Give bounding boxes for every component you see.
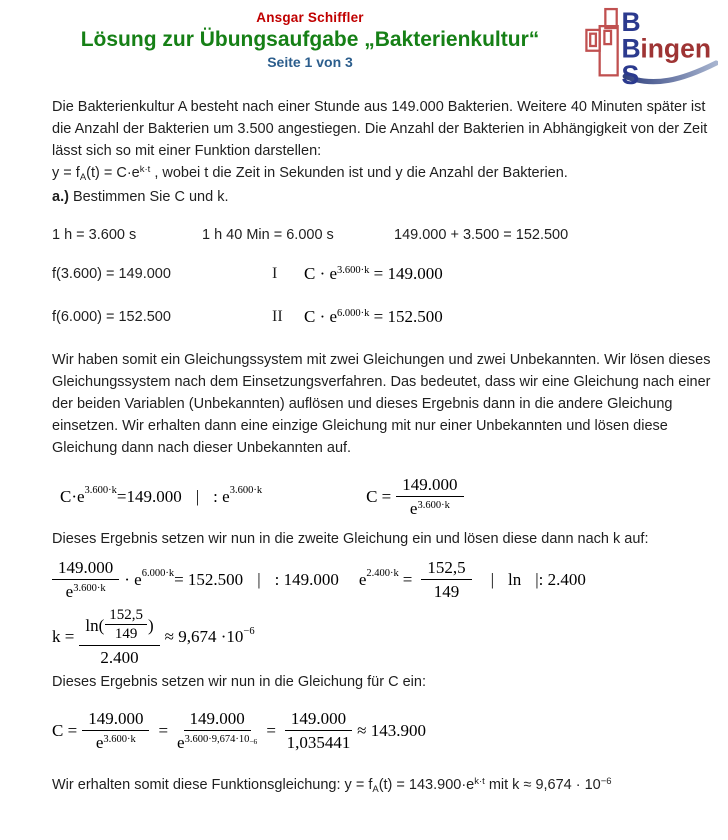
- multiplier: [124, 570, 174, 590]
- fraction-numerator: [79, 607, 159, 646]
- math-sup: 2.400·k: [366, 568, 399, 580]
- conclusion-line: [52, 774, 712, 798]
- math-sup: 6.000·k: [337, 308, 370, 319]
- divide-operation: |: 2.400: [535, 569, 586, 589]
- divider-bar: |: [195, 486, 200, 506]
- math-token: = 152.500: [174, 569, 244, 589]
- math-sup: 3.600·k: [337, 265, 370, 276]
- equation-2: [304, 307, 443, 327]
- intro-paragraph: Die Bakterienkultur A besteht nach einer Stunde aus 149.000 Bakterien. Weitere 40 Minuten später ist die Anzahl der Bakterien um 3.500 angestiegen. Die Anzahl der Bakterien in Abhängigkeit von der Zeit lässt sich so mit einer Funktion darstellen:: [52, 99, 708, 159]
- conversion-sum: 149.000 + 3.500 = 152.500: [394, 227, 569, 243]
- school-logo-icon: [576, 4, 718, 88]
- fraction-numerator: 149.000: [82, 709, 149, 731]
- transition-k-line: Dieses Ergebnis setzen wir nun in die zweite Gleichung ein und lösen diese dann nach k auf:: [52, 531, 649, 548]
- math-sup: 3.600·9,674·10: [184, 733, 250, 745]
- function-value-2: f(6.000) = 152.500: [52, 309, 171, 325]
- math-token: e: [95, 732, 104, 752]
- k-lhs: k =: [52, 627, 75, 647]
- divider-bar: |: [490, 569, 494, 589]
- ln-operator: ln: [508, 569, 522, 589]
- solve-k-step1: [52, 558, 712, 601]
- fraction-numerator: 152,5: [421, 558, 471, 580]
- math-token: e: [358, 569, 367, 589]
- fraction-numerator: 149.000: [396, 475, 463, 497]
- conversion-row: [52, 227, 712, 243]
- math-token: C·e: [60, 486, 85, 506]
- math-token: e: [409, 498, 418, 518]
- math-sub: A: [79, 172, 87, 183]
- math-token: = 152.500: [369, 307, 443, 326]
- building-icon: [586, 9, 617, 75]
- math-token: y = f: [52, 165, 80, 181]
- math-token: = 149.000: [369, 264, 443, 283]
- approx-result: [165, 627, 255, 647]
- math-token: C · e: [304, 307, 338, 326]
- conversion-hours: 1 h = 3.600 s: [52, 227, 137, 243]
- c-lhs: C =: [52, 720, 78, 740]
- equals-sign: =: [266, 720, 276, 740]
- math-token: · e: [124, 569, 142, 589]
- fraction-numerator: 149.000: [184, 709, 251, 731]
- math-token: (t) = C·e: [86, 165, 140, 181]
- equation-row-1: [52, 262, 712, 286]
- fraction-numerator: 149.000: [52, 558, 119, 580]
- fraction-denominator: 149: [433, 581, 460, 601]
- math-sup: k·t: [474, 776, 485, 788]
- equation-label-2: II: [272, 308, 283, 325]
- big-fraction: [79, 607, 159, 667]
- divider-bar: |: [257, 569, 261, 589]
- operation: : 149.000: [274, 569, 339, 589]
- math-token: , wobei t die Zeit in Sekunden ist und y die Anzahl der Bakterien.: [150, 165, 568, 181]
- math-token: e: [65, 581, 74, 601]
- math-token: Wir erhalten somit diese Funktionsgleichung: y = f: [52, 777, 373, 794]
- logo-letter-b-mid: B: [621, 33, 641, 64]
- solve-c-result: [52, 709, 712, 752]
- equation-1: [304, 264, 443, 284]
- math-sup: 3.600·k: [229, 485, 263, 497]
- math-sup: 3.600·k: [417, 499, 450, 511]
- math-token: ≈ 9,674 ·10: [164, 627, 244, 647]
- math-sup: 3.600·k: [84, 485, 117, 497]
- fraction-denominator: 2.400: [100, 647, 139, 667]
- approx-result: ≈ 143.900: [357, 720, 426, 740]
- function-definition-line: [52, 162, 712, 186]
- equals-sign: =: [402, 569, 413, 589]
- operation: [213, 487, 262, 507]
- math-token: : e: [213, 486, 230, 506]
- math-sup: 3.600·k: [103, 733, 136, 745]
- task-line: [52, 186, 712, 208]
- result-lhs: C =: [366, 486, 392, 506]
- math-token: ln(: [85, 615, 105, 635]
- equals-sign: =: [158, 720, 169, 740]
- logo-text-ingen: ingen: [640, 33, 712, 64]
- math-sup: k·t: [139, 164, 151, 175]
- author-name: Ansgar Schiffler: [256, 10, 364, 25]
- document-body: [52, 96, 712, 798]
- logo-letter-s: S: [621, 59, 640, 88]
- math-sup-sup: −6: [249, 736, 258, 746]
- fraction: [421, 558, 471, 601]
- math-sup: −6: [600, 776, 612, 788]
- lhs-expression: [60, 487, 182, 507]
- fraction-denominator: [177, 731, 257, 753]
- solve-c-step1: [60, 475, 712, 518]
- method-paragraph: Wir haben somit ein Gleichungssystem mit zwei Gleichungen und zwei Unbekannten. Wir lösen dieses Gleichungssystem nach dem Einsetzungsverfahren. Das bedeutet, dass wir eine Gleichung nach einer der beiden Variablen (Unbekannten) auflösen und dieses Ergebnis dann in die andere Gleichung einsetzen. Wir erhalten dann eine einzige Gleichung mit nur einer Unbekannten und lösen diese Gleichung dann nach dieser Unbekannten auf.: [52, 352, 711, 456]
- inner-fraction: [105, 607, 147, 644]
- bbs-bingen-logo: [576, 4, 718, 88]
- function-value-1: f(3.600) = 149.000: [52, 266, 171, 282]
- math-token: C · e: [304, 264, 338, 283]
- page-indicator: Seite 1 von 3: [267, 54, 353, 70]
- equation-row-2: [52, 305, 712, 329]
- page-title: Lösung zur Übungsaufgabe „Bakterienkultur“: [80, 28, 540, 51]
- math-token: e: [177, 732, 185, 752]
- fraction-numerator: 149.000: [285, 709, 352, 731]
- page-header: [0, 10, 620, 70]
- transition-c-line: Dieses Ergebnis setzen wir nun in die Gleichung für C ein:: [52, 674, 426, 691]
- math-token: ): [147, 615, 154, 635]
- fraction-numerator: 152,5: [105, 607, 147, 625]
- math-sub: A: [372, 784, 379, 796]
- math-sup: −6: [243, 625, 255, 637]
- fraction: [52, 558, 119, 601]
- logo-letter-b-top: B: [621, 6, 641, 37]
- math-token: mit k ≈ 9,674 · 10: [484, 777, 601, 794]
- exponential: [359, 570, 399, 590]
- task-label: a.): [52, 189, 69, 205]
- math-token: (t) = 143.900·e: [378, 777, 475, 794]
- fraction-denominator: [66, 580, 106, 602]
- conversion-minutes: 1 h 40 Min = 6.000 s: [202, 227, 334, 243]
- math-sup: 6.000·k: [141, 568, 175, 580]
- fraction-denominator: 1,035441: [286, 732, 351, 752]
- fraction: [396, 475, 463, 518]
- equation-label-1: I: [272, 265, 278, 282]
- fraction-denominator: [410, 497, 450, 519]
- solve-k-result: [52, 607, 712, 667]
- fraction-denominator: [96, 731, 136, 753]
- fraction-denominator: 149: [114, 626, 138, 643]
- math-sup: 3.600·k: [73, 582, 106, 594]
- math-token: =149.000: [116, 486, 182, 506]
- task-text: Bestimmen Sie C und k.: [68, 189, 229, 205]
- fraction: [285, 709, 352, 752]
- fraction: [82, 709, 149, 752]
- fraction: [177, 709, 257, 752]
